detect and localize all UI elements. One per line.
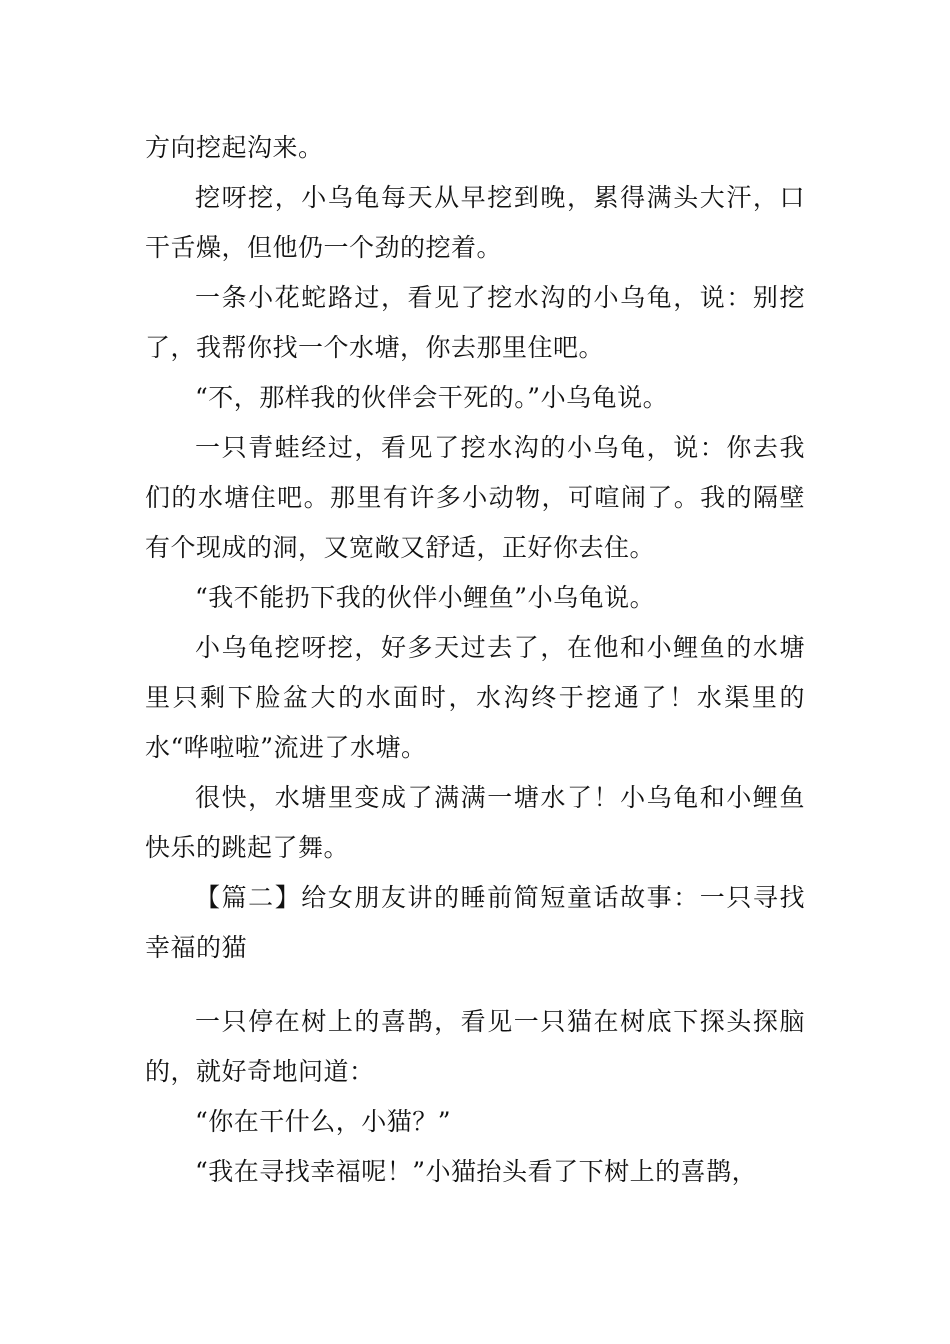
paragraph-continuation: 方向挖起沟来。 [145,133,324,162]
paragraph: “不，那样我的伙伴会干死的。”小乌龟说。 [195,383,669,412]
document-body [145,123,805,1197]
paragraph: 一只停在树上的喜鹊，看见一只猫在树底下探头探脑的，就好奇地问道： [145,1007,805,1086]
paragraph: 一只青蛙经过，看见了挖水沟的小乌龟，说：你去我们的水塘住吧。那里有许多小动物，可喧闹了。我的隔壁有个现成的洞，又宽敞又舒适，正好你去住。 [145,433,805,562]
paragraph: “我在寻找幸福呢！”小猫抬头看了下树上的喜鹊， [195,1157,758,1186]
paragraph: 很快，水塘里变成了满满一塘水了！小乌龟和小鲤鱼快乐的跳起了舞。 [145,783,805,862]
section-gap [145,973,805,997]
paragraph: 一条小花蛇路过，看见了挖水沟的小乌龟，说：别挖了，我帮你找一个水塘，你去那里住吧。 [145,283,805,362]
paragraph: “你在干什么，小猫？” [195,1107,452,1136]
paragraph: “我不能扔下我的伙伴小鲤鱼”小乌龟说。 [195,583,656,612]
section-heading: 【篇二】给女朋友讲的睡前简短童话故事：一只寻找幸福的猫 [145,883,805,962]
paragraph: 小乌龟挖呀挖，好多天过去了，在他和小鲤鱼的水塘里只剩下脸盆大的水面时，水沟终于挖通了！水渠里的水“哗啦啦”流进了水塘。 [145,633,805,762]
paragraph: 挖呀挖，小乌龟每天从早挖到晚，累得满头大汗，口干舌燥，但他仍一个劲的挖着。 [145,183,805,262]
